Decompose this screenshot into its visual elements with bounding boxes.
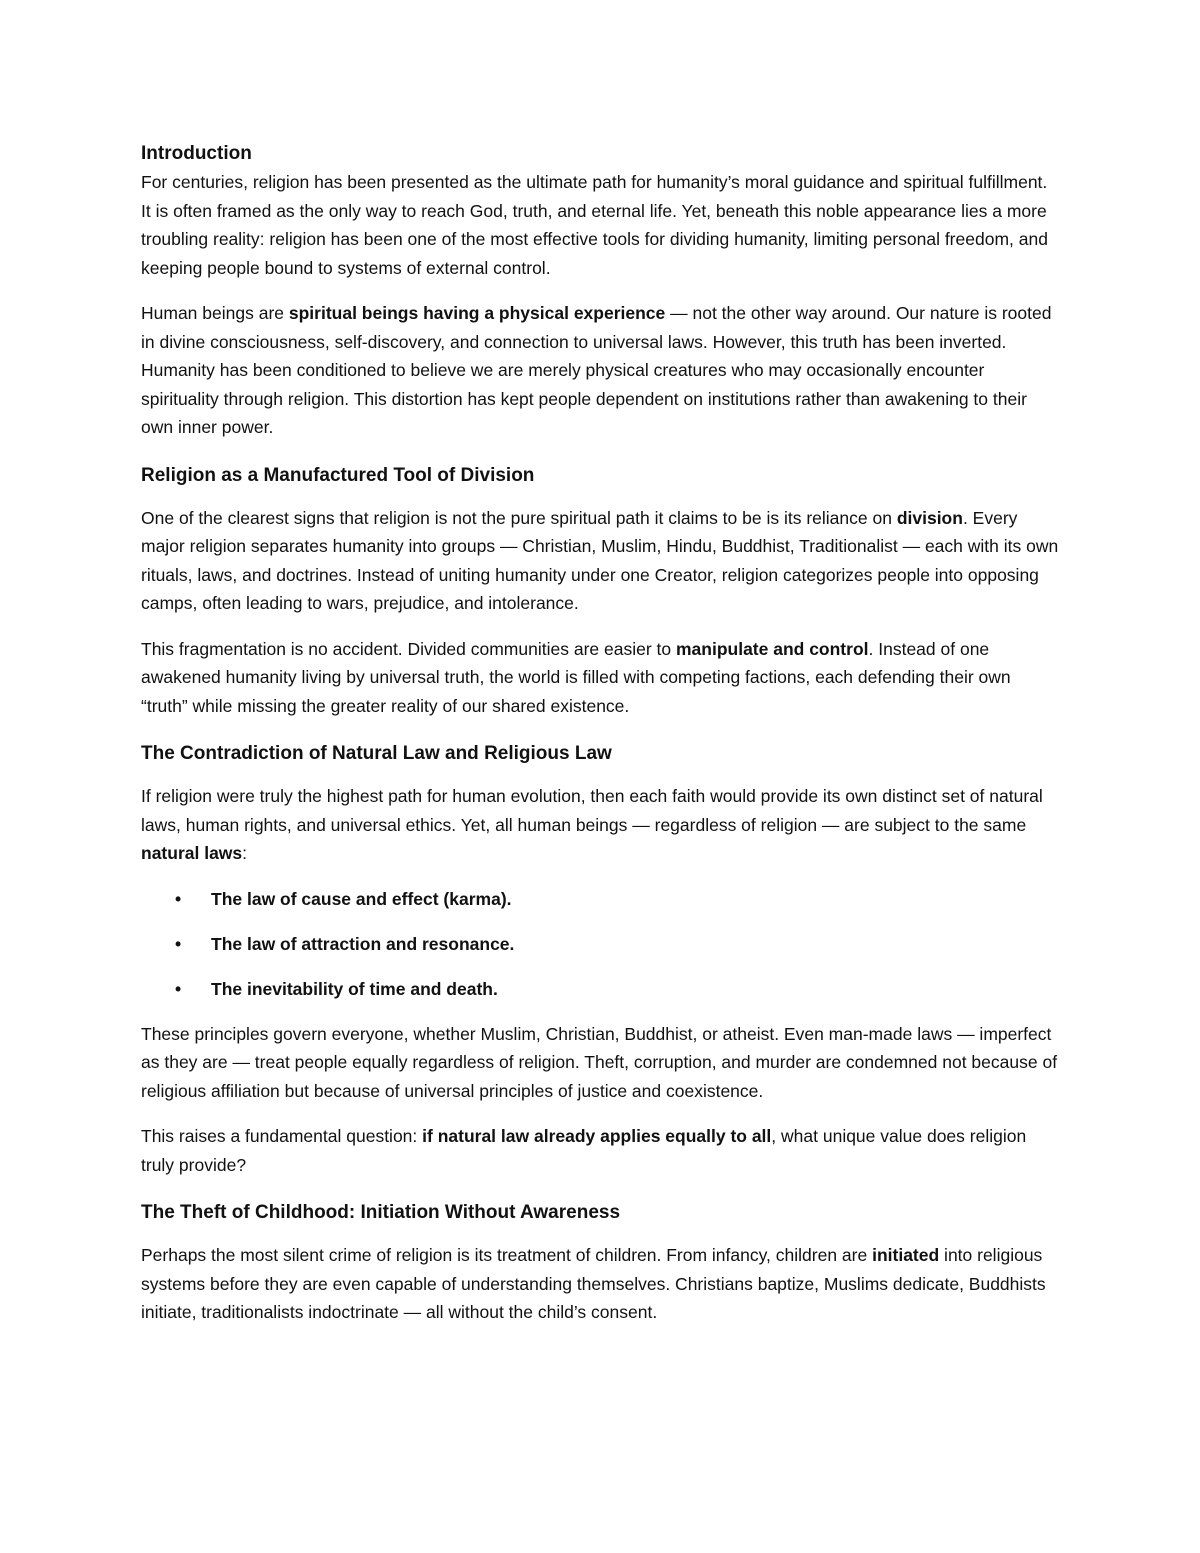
list-item-text: The law of attraction and resonance. [211, 933, 515, 954]
bullet-icon: • [175, 978, 182, 999]
intro-paragraph-1 [141, 168, 1061, 282]
section2-p3-bold: if natural law already applies equally to all [422, 1126, 772, 1146]
section3-paragraph-1 [141, 1241, 1061, 1327]
section3-heading: The Theft of Childhood: Initiation Without Awareness [141, 1202, 621, 1223]
section1-p1-text-a: One of the clearest signs that religion is not the pure spiritual path it claims to be is its reliance on [141, 507, 897, 528]
bullet-icon: • [175, 933, 182, 954]
intro-heading: Introduction [141, 143, 252, 164]
list-item [141, 975, 1061, 1003]
intro-paragraph-2 [141, 299, 1061, 442]
list-item-text: The law of cause and effect (karma). [211, 888, 512, 909]
intro-p2-text-b: — not the other way around. Our nature is rooted in divine consciousness, self-discovery, and connection to universal laws. However, this truth has been inverted. Humanity has been conditioned to believe we are merely physical creatures who may occasionally encounter spirituality through religion. This distortion has kept people dependent on institutions rather than awakening to their own inner power. [141, 303, 1052, 437]
section2-paragraph-3 [141, 1122, 1061, 1179]
section1-paragraph-1 [141, 504, 1061, 618]
bullet-icon: • [175, 888, 182, 909]
section1-heading: Religion as a Manufactured Tool of Division [141, 464, 535, 486]
section2-p2-text: These principles govern everyone, whether Muslim, Christian, Buddhist, or atheist. Even man-made laws — imperfect as they are — treat people equally regardless of religion. Theft, corruption, and murder are condemned not because of religious affiliation but because of universal principles of justice and coexistence. [141, 1023, 1058, 1101]
section2-p1-text-a: If religion were truly the highest path for human evolution, then each faith would provide its own distinct set of natural laws, human rights, and universal ethics. Yet, all human beings — regardless of religion — are subject to the same [141, 786, 1043, 835]
document-body [141, 140, 1061, 1344]
section2-p3-text-a: This raises a fundamental question: [141, 1126, 423, 1146]
intro-p1-text: For centuries, religion has been presented as the ultimate path for humanity’s moral guidance and spiritual fulfillment. It is often framed as the only way to reach God, truth, and eternal life. Yet, beneath this noble appearance lies a more troubling reality: religion has been one of the most effective tools for dividing humanity, limiting personal freedom, and keeping people bound to systems of external control. [141, 172, 1048, 278]
section1-p1-text-b: . Every major religion separates humanity into groups — Christian, Muslim, Hindu, Buddhist, Traditionalist — each with its own rituals, laws, and doctrines. Instead of uniting humanity under one Creator, religion categorizes people into opposing camps, often leading to wars, prejudice, and intolerance. [141, 507, 1059, 613]
section1-p1-bold: division [896, 507, 963, 528]
section1-p2-text-b: . Instead of one awakened humanity living by universal truth, the world is filled with competing factions, each defending their own “truth” while missing the greater reality of our shared existence. [141, 638, 1011, 716]
section1-p2-text-a: This fragmentation is no accident. Divided communities are easier to [141, 638, 676, 659]
section2-paragraph-2 [141, 1020, 1061, 1106]
section2-p3-text-b: , what unique value does religion truly provide? [141, 1126, 1027, 1175]
list-item [141, 885, 1061, 913]
section2-paragraph-1 [141, 782, 1061, 868]
list-item [141, 930, 1061, 958]
section1-paragraph-2 [141, 635, 1061, 721]
intro-p2-text-a: Human beings are [141, 303, 289, 323]
section2-p1-text-b: : [242, 843, 248, 863]
section3-p1-bold: initiated [872, 1245, 940, 1265]
section3-p1-text-b: into religious systems before they are even capable of understanding themselves. Christians baptize, Muslims dedicate, Buddhists initiate, traditionalists indoctrinate — all without the child’s consent. [141, 1245, 1046, 1322]
intro-p2-bold: spiritual beings having a physical experience [288, 303, 666, 323]
section2-p1-bold: natural laws [141, 843, 243, 863]
section2-heading: The Contradiction of Natural Law and Religious Law [141, 743, 612, 764]
section1-p2-bold: manipulate and control [675, 638, 869, 659]
list-item-text: The inevitability of time and death. [211, 978, 498, 999]
natural-laws-list [141, 885, 1061, 1003]
section3-p1-text-a: Perhaps the most silent crime of religion is its treatment of children. From infancy, children are [141, 1245, 873, 1265]
